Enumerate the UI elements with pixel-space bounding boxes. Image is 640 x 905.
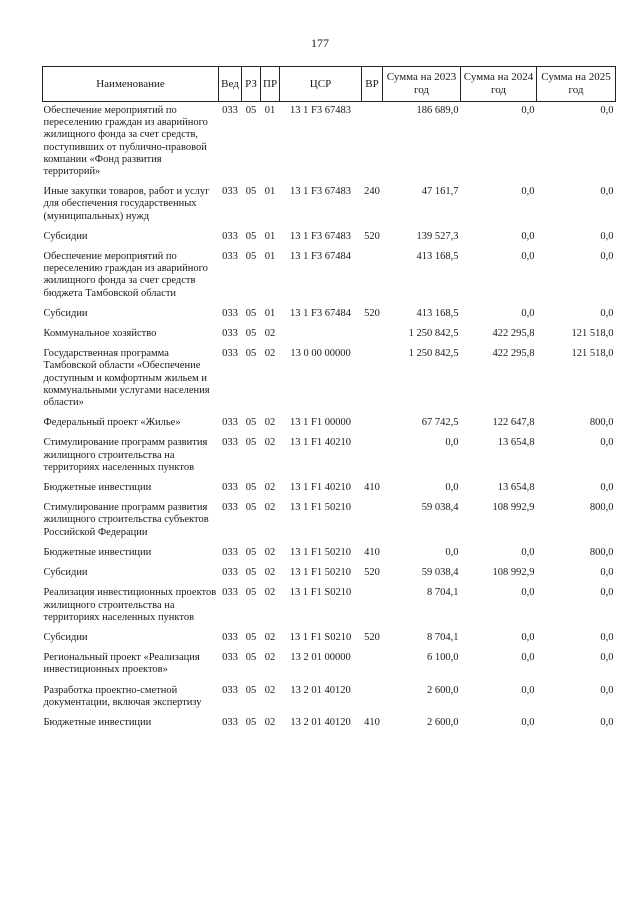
cell-sum-2024: 13 654,8 xyxy=(497,437,535,449)
cell-rz: 05 xyxy=(245,716,257,728)
cell-name: Субсидии xyxy=(43,307,88,319)
cell-sum-2024: 13 654,8 xyxy=(497,482,535,494)
cell-name: Коммунальное хозяйство xyxy=(43,328,157,340)
cell-sum-2025: 0,0 xyxy=(600,684,614,696)
cell-ved: 033 xyxy=(222,567,238,579)
header-csr: ЦСР xyxy=(280,67,362,102)
table-row xyxy=(43,414,616,434)
cell-sum-2024: 0,0 xyxy=(521,716,535,728)
table-row xyxy=(43,499,616,544)
cell-sum-2024: 108 992,9 xyxy=(492,567,535,579)
cell-sum-2023: 2 600,0 xyxy=(427,684,459,696)
cell-vr: 410 xyxy=(364,482,380,494)
cell-vr: 520 xyxy=(364,567,380,579)
cell-csr: 13 1 F1 40210 xyxy=(290,482,351,494)
cell-rz: 05 xyxy=(245,417,257,429)
table-row xyxy=(43,345,616,414)
cell-ved: 033 xyxy=(222,716,238,728)
cell-name: Обеспечение мероприятий по переселению граждан из аварийного жилищного фонда за счет средств бюджета Тамбовской области xyxy=(43,251,208,299)
table-row xyxy=(43,714,616,734)
cell-ved: 033 xyxy=(222,417,238,429)
cell-sum-2025: 800,0 xyxy=(589,546,614,558)
cell-rz: 05 xyxy=(245,652,257,664)
cell-ved: 033 xyxy=(222,546,238,558)
table-row xyxy=(43,325,616,345)
cell-rz: 05 xyxy=(245,546,257,558)
table-row xyxy=(43,102,616,184)
cell-csr: 13 1 F1 S0210 xyxy=(289,587,352,599)
cell-csr: 13 2 01 40120 xyxy=(290,716,351,728)
cell-vr: 520 xyxy=(364,631,380,643)
cell-sum-2023: 1 250 842,5 xyxy=(408,328,459,340)
cell-vr xyxy=(362,499,383,544)
cell-vr xyxy=(362,584,383,629)
cell-rz: 05 xyxy=(245,482,257,494)
cell-rz: 05 xyxy=(245,307,257,319)
cell-vr: 520 xyxy=(364,230,380,242)
table-row xyxy=(43,434,616,479)
cell-pr: 02 xyxy=(264,587,276,599)
cell-sum-2025: 121 518,0 xyxy=(571,328,614,340)
cell-sum-2025: 0,0 xyxy=(600,587,614,599)
cell-name: Государственная программа Тамбовской области «Обеспечение доступным и комфортным жильем и коммунальными услугами населения области» xyxy=(43,348,210,409)
cell-name: Иные закупки товаров, работ и услуг для обеспечения государственных (муниципальных) нужд xyxy=(43,186,210,222)
cell-vr: 240 xyxy=(364,186,380,198)
cell-csr: 13 1 F1 40210 xyxy=(290,437,351,449)
cell-sum-2023: 67 742,5 xyxy=(421,417,459,429)
cell-sum-2024: 422 295,8 xyxy=(492,328,535,340)
table-row xyxy=(43,479,616,499)
header-sum-2023: Сумма на 2023 год xyxy=(383,67,461,102)
cell-sum-2024: 0,0 xyxy=(521,105,535,116)
cell-pr: 02 xyxy=(264,567,276,579)
cell-sum-2025: 0,0 xyxy=(600,230,614,242)
budget-table xyxy=(42,66,616,734)
cell-csr: 13 1 F3 67483 xyxy=(290,186,351,198)
cell-rz: 05 xyxy=(245,587,257,599)
page-number: 177 xyxy=(311,36,329,50)
cell-ved: 033 xyxy=(222,328,238,340)
cell-csr: 13 1 F3 67484 xyxy=(290,251,351,263)
cell-ved: 033 xyxy=(222,652,238,664)
cell-rz: 05 xyxy=(245,105,257,116)
cell-name: Стимулирование программ развития жилищного строительства на территориях населенных пунктов xyxy=(43,437,208,473)
cell-csr: 13 1 F1 S0210 xyxy=(289,631,352,643)
cell-csr: 13 0 00 00000 xyxy=(290,348,351,360)
cell-sum-2025: 0,0 xyxy=(600,482,614,494)
cell-pr: 02 xyxy=(264,546,276,558)
cell-sum-2024: 422 295,8 xyxy=(492,348,535,360)
table-row xyxy=(43,682,616,714)
cell-sum-2025: 800,0 xyxy=(589,417,614,429)
cell-ved: 033 xyxy=(222,348,238,360)
cell-csr: 13 1 F3 67483 xyxy=(290,230,351,242)
cell-pr: 01 xyxy=(264,307,276,319)
cell-rz: 05 xyxy=(245,348,257,360)
cell-name: Бюджетные инвестиции xyxy=(43,482,152,494)
cell-csr: 13 1 F1 50210 xyxy=(290,502,351,514)
cell-pr: 02 xyxy=(264,502,276,514)
cell-sum-2024: 0,0 xyxy=(521,186,535,198)
cell-sum-2023: 8 704,1 xyxy=(427,631,459,643)
cell-pr: 02 xyxy=(264,631,276,643)
cell-vr xyxy=(362,345,383,414)
header-name: Наименование xyxy=(43,67,219,102)
cell-csr: 13 1 F1 00000 xyxy=(290,417,351,429)
cell-sum-2025: 0,0 xyxy=(600,251,614,263)
table-row xyxy=(43,649,616,681)
cell-ved: 033 xyxy=(222,230,238,242)
cell-ved: 033 xyxy=(222,251,238,263)
cell-pr: 02 xyxy=(264,716,276,728)
cell-name: Федеральный проект «Жилье» xyxy=(43,417,181,429)
cell-sum-2024: 0,0 xyxy=(521,631,535,643)
cell-sum-2024: 0,0 xyxy=(521,684,535,696)
cell-sum-2025: 0,0 xyxy=(600,307,614,319)
cell-name: Бюджетные инвестиции xyxy=(43,716,152,728)
cell-sum-2023: 47 161,7 xyxy=(421,186,459,198)
cell-pr: 02 xyxy=(264,652,276,664)
cell-csr: 13 2 01 00000 xyxy=(290,652,351,664)
cell-sum-2023: 0,0 xyxy=(445,437,459,449)
cell-sum-2023: 59 038,4 xyxy=(421,502,459,514)
cell-pr: 01 xyxy=(264,186,276,198)
cell-sum-2025: 0,0 xyxy=(600,716,614,728)
header-rz: РЗ xyxy=(242,67,261,102)
cell-sum-2024: 122 647,8 xyxy=(492,417,535,429)
cell-sum-2023: 186 689,0 xyxy=(416,105,459,116)
cell-pr: 02 xyxy=(264,482,276,494)
table-row xyxy=(43,564,616,584)
cell-rz: 05 xyxy=(245,251,257,263)
cell-sum-2024: 0,0 xyxy=(521,307,535,319)
cell-rz: 05 xyxy=(245,502,257,514)
cell-sum-2023: 413 168,5 xyxy=(416,251,459,263)
cell-pr: 02 xyxy=(264,684,276,696)
cell-ved: 033 xyxy=(222,186,238,198)
cell-pr: 01 xyxy=(264,230,276,242)
cell-sum-2023: 6 100,0 xyxy=(427,652,459,664)
table-row xyxy=(43,544,616,564)
cell-vr xyxy=(362,682,383,714)
cell-sum-2023: 0,0 xyxy=(445,482,459,494)
cell-ved: 033 xyxy=(222,502,238,514)
cell-sum-2024: 0,0 xyxy=(521,251,535,263)
cell-vr xyxy=(362,248,383,305)
cell-sum-2025: 0,0 xyxy=(600,631,614,643)
cell-csr: 13 1 F3 67483 xyxy=(290,105,351,116)
cell-ved: 033 xyxy=(222,631,238,643)
cell-csr: 13 1 F3 67484 xyxy=(290,307,351,319)
cell-sum-2024: 0,0 xyxy=(521,652,535,664)
cell-name: Бюджетные инвестиции xyxy=(43,546,152,558)
cell-vr xyxy=(362,414,383,434)
cell-pr: 01 xyxy=(264,251,276,263)
header-vr: ВР xyxy=(362,67,383,102)
cell-name: Субсидии xyxy=(43,631,88,643)
header-sum-2024: Сумма на 2024 год xyxy=(461,67,537,102)
cell-sum-2024: 0,0 xyxy=(521,587,535,599)
cell-sum-2023: 1 250 842,5 xyxy=(408,348,459,360)
cell-rz: 05 xyxy=(245,186,257,198)
cell-ved: 033 xyxy=(222,482,238,494)
cell-sum-2025: 0,0 xyxy=(600,437,614,449)
cell-vr: 520 xyxy=(364,307,380,319)
cell-vr: 410 xyxy=(364,546,380,558)
cell-ved: 033 xyxy=(222,307,238,319)
table-row xyxy=(43,629,616,649)
cell-sum-2025: 0,0 xyxy=(600,567,614,579)
cell-csr: 13 2 01 40120 xyxy=(290,684,351,696)
cell-vr xyxy=(362,649,383,681)
cell-vr xyxy=(362,325,383,345)
cell-sum-2025: 121 518,0 xyxy=(571,348,614,360)
cell-name: Реализация инвестиционных проектов жилищного строительства на территориях населенных пунктов xyxy=(43,587,217,623)
cell-rz: 05 xyxy=(245,437,257,449)
cell-csr: 13 1 F1 50210 xyxy=(290,546,351,558)
cell-name: Региональный проект «Реализация инвестиционных проектов» xyxy=(43,652,200,676)
cell-ved: 033 xyxy=(222,684,238,696)
cell-sum-2025: 0,0 xyxy=(600,105,614,116)
cell-sum-2025: 0,0 xyxy=(600,186,614,198)
table-header xyxy=(43,67,616,102)
cell-sum-2023: 2 600,0 xyxy=(427,716,459,728)
cell-csr: 13 1 F1 50210 xyxy=(290,567,351,579)
cell-rz: 05 xyxy=(245,684,257,696)
cell-name: Субсидии xyxy=(43,230,88,242)
cell-sum-2024: 0,0 xyxy=(521,230,535,242)
cell-vr xyxy=(362,102,383,184)
table-row xyxy=(43,183,616,228)
cell-sum-2023: 413 168,5 xyxy=(416,307,459,319)
cell-ved: 033 xyxy=(222,437,238,449)
cell-rz: 05 xyxy=(245,328,257,340)
cell-sum-2025: 800,0 xyxy=(589,502,614,514)
cell-name: Обеспечение мероприятий по переселению граждан из аварийного жилищного фонда за счет средств, поступивших от публично-правовой компании «Фонд развития территорий» xyxy=(43,105,208,178)
table-row xyxy=(43,305,616,325)
cell-pr: 02 xyxy=(264,328,276,340)
header-pr: ПР xyxy=(261,67,280,102)
cell-sum-2023: 139 527,3 xyxy=(416,230,459,242)
cell-vr: 410 xyxy=(364,716,380,728)
cell-sum-2024: 0,0 xyxy=(521,546,535,558)
cell-sum-2023: 8 704,1 xyxy=(427,587,459,599)
cell-name: Разработка проектно-сметной документации, включая экспертизу xyxy=(43,684,202,708)
cell-name: Стимулирование программ развития жилищного строительства субъектов Российской Федерации xyxy=(43,502,209,538)
cell-sum-2025: 0,0 xyxy=(600,652,614,664)
header-ved: Вед xyxy=(219,67,242,102)
cell-ved: 033 xyxy=(222,105,238,116)
cell-pr: 02 xyxy=(264,437,276,449)
cell-rz: 05 xyxy=(245,631,257,643)
cell-sum-2023: 0,0 xyxy=(445,546,459,558)
table-body xyxy=(43,102,616,735)
cell-pr: 01 xyxy=(264,105,276,116)
table-row xyxy=(43,228,616,248)
cell-sum-2024: 108 992,9 xyxy=(492,502,535,514)
cell-name: Субсидии xyxy=(43,567,88,579)
cell-pr: 02 xyxy=(264,417,276,429)
table-row xyxy=(43,248,616,305)
cell-rz: 05 xyxy=(245,230,257,242)
cell-vr xyxy=(362,434,383,479)
cell-csr xyxy=(280,325,362,345)
table-row xyxy=(43,584,616,629)
cell-ved: 033 xyxy=(222,587,238,599)
cell-pr: 02 xyxy=(264,348,276,360)
cell-rz: 05 xyxy=(245,567,257,579)
cell-sum-2023: 59 038,4 xyxy=(421,567,459,579)
header-sum-2025: Сумма на 2025 год xyxy=(537,67,616,102)
